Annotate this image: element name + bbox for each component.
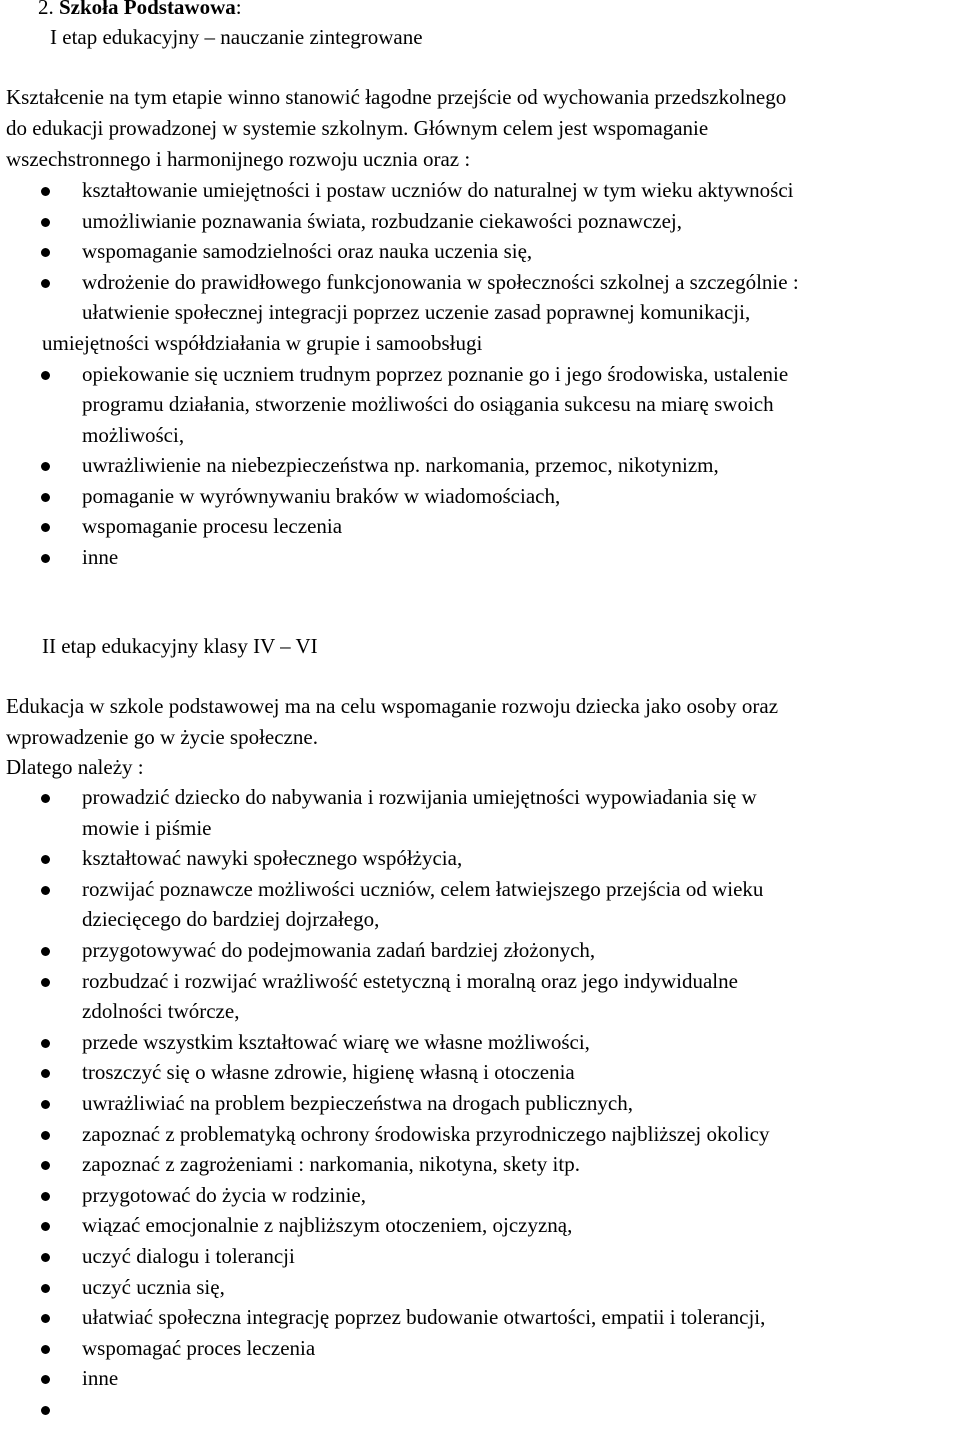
bullet-icon <box>41 187 50 196</box>
stage1-bullet2-0-line-0: opiekowanie się uczniem trudnym poprzez poznanie go i jego środowiska, ustalenie <box>82 361 789 386</box>
bullet-icon <box>41 886 50 895</box>
stage2-intro-line-0: Edukacja w szkole podstawowej ma na celu wspomaganie rozwoju dziecka jako osoby oraz <box>6 694 779 718</box>
stage2-bullet-2-line-1: dziecięcego do bardziej dojrzałego, <box>82 907 380 932</box>
bullet-icon <box>41 1100 50 1109</box>
heading-colon: : <box>235 0 242 19</box>
stage1-intro-line-1: do edukacji prowadzonej w systemie szkolnym. Głównym celem jest wspomaganie <box>6 116 709 140</box>
stage1-bullet2-2-line-0: pomaganie w wyrównywaniu braków w wiadomościach, <box>82 483 561 508</box>
stage1-after-bullet-line: umiejętności współdziałania w grupie i samoobsługi <box>42 330 483 355</box>
bullet-icon <box>41 978 50 987</box>
bullet-icon <box>41 855 50 864</box>
stage2-bullet-2-line-0: rozwijać poznawcze możliwości uczniów, celem łatwiejszego przejścia od wieku <box>82 876 764 901</box>
stage2-bullet-12-line-0: uczyć dialogu i tolerancji <box>82 1244 295 1268</box>
bullet-icon <box>41 462 50 471</box>
bullet-icon <box>41 248 50 257</box>
stage2-bullet-13-line-0: uczyć ucznia się, <box>82 1274 225 1299</box>
bullet-icon <box>41 493 50 502</box>
stage1-bullet2-3-line-0: wspomaganie procesu leczenia <box>82 514 343 538</box>
stage1-bullet2-0-line-1: programu działania, stworzenie możliwości do osiągania sukcesu na miarę swoich <box>82 392 774 416</box>
stage2-bullet-11-line-0: wiązać emocjonalnie z najbliższym otoczeniem, ojczyzną, <box>82 1213 573 1238</box>
stage1-bullet2-0-line-2: możliwości, <box>82 422 185 447</box>
stage1-bullet-3-line-1: ułatwienie społecznej integracji poprzez uczenie zasad poprawnej komunikacji, <box>82 300 751 324</box>
bullet-icon <box>41 1375 50 1384</box>
stage1-intro-line-2: wszechstronnego i harmonijnego rozwoju ucznia oraz : <box>6 147 471 171</box>
stage1-bullet2-1-line-0: uwrażliwienie na niebezpieczeństwa np. narkomania, przemoc, nikotynizm, <box>82 453 719 477</box>
bullet-icon <box>41 523 50 532</box>
stage2-bullet-1-line-0: kształtować nawyki społecznego współżycia, <box>82 846 463 871</box>
bullet-icon <box>41 218 50 227</box>
stage2-bullet-4-line-1: zdolności twórcze, <box>82 999 240 1024</box>
stage2-bullet-16-line-0: inne <box>82 1366 119 1391</box>
stage1-bullet2-4-line-0: inne <box>82 544 119 569</box>
bullet-icon <box>41 371 50 380</box>
bullet-icon <box>41 1284 50 1293</box>
bullet-icon <box>41 554 50 563</box>
stage2-bullet-14-line-0: ułatwiać społeczna integrację poprzez budowanie otwartości, empatii i tolerancji, <box>82 1305 766 1330</box>
stage1-intro-line-0: Kształcenie na tym etapie winno stanowić łagodne przejście od wychowania przedszkolnego <box>6 85 787 109</box>
stage1-bullet-3-line-0: wdrożenie do prawidłowego funkcjonowania w społeczności szkolnej a szczególnie : <box>82 269 799 294</box>
stage2-bullet-0-line-0: prowadzić dziecko do nabywania i rozwijania umiejętności wypowiadania się w <box>82 785 757 809</box>
bullet-icon <box>41 279 50 288</box>
bullet-icon <box>41 1039 50 1048</box>
bullet-icon <box>41 1314 50 1323</box>
heading-title: Szkoła Podstawowa <box>59 0 236 19</box>
stage2-bullet-5-line-0: przede wszystkim kształtować wiarę we własne możliwości, <box>82 1029 590 1054</box>
bullet-icon <box>41 1345 50 1354</box>
bullet-icon <box>41 1131 50 1140</box>
stage2-bullet-10-line-0: przygotować do życia w rodzinie, <box>82 1182 366 1207</box>
bullet-icon <box>41 1222 50 1231</box>
stage2-intro-line-2: Dlatego należy : <box>6 755 144 779</box>
bullet-icon <box>41 1069 50 1078</box>
section-heading <box>38 0 242 23</box>
stage2-intro-line-1: wprowadzenie go w życie społeczne. <box>6 724 318 749</box>
stage1-bullet-1-line-0: umożliwianie poznawania świata, rozbudzanie ciekawości poznawczej, <box>82 208 682 233</box>
stage2-bullet-15-line-0: wspomagać proces leczenia <box>82 1335 316 1360</box>
stage1-bullet-0-line-0: kształtowanie umiejętności i postaw uczniów do naturalnej w tym wieku aktywności <box>82 178 794 202</box>
bullet-icon <box>41 1406 50 1415</box>
stage2-bullet-8-line-0: zapoznać z problematyką ochrony środowiska przyrodniczego najbliższej okolicy <box>82 1121 770 1146</box>
bullet-icon <box>41 1161 50 1170</box>
stage2-title: II etap edukacyjny klasy IV – VI <box>42 634 318 658</box>
stage1-title: I etap edukacyjny – nauczanie zintegrowane <box>50 25 423 49</box>
stage2-bullet-6-line-0: troszczyć się o własne zdrowie, higienę własną i otoczenia <box>82 1060 575 1085</box>
stage2-bullet-4-line-0: rozbudzać i rozwijać wrażliwość estetyczną i moralną oraz jego indywidualne <box>82 968 738 993</box>
bullet-icon <box>41 1253 50 1262</box>
stage2-bullet-9-line-0: zapoznać z zagrożeniami : narkomania, nikotyna, skety itp. <box>82 1152 580 1177</box>
stage2-bullet-3-line-0: przygotowywać do podejmowania zadań bardziej złożonych, <box>82 938 596 962</box>
bullet-icon <box>41 1192 50 1201</box>
stage2-bullet-7-line-0: uwrażliwiać na problem bezpieczeństwa na drogach publicznych, <box>82 1091 634 1115</box>
stage2-bullet-0-line-1: mowie i piśmie <box>82 815 212 840</box>
bullet-icon <box>41 947 50 956</box>
heading-number: 2. <box>38 0 59 19</box>
bullet-icon <box>41 794 50 803</box>
stage1-bullet-2-line-0: wspomaganie samodzielności oraz nauka uczenia się, <box>82 239 533 263</box>
